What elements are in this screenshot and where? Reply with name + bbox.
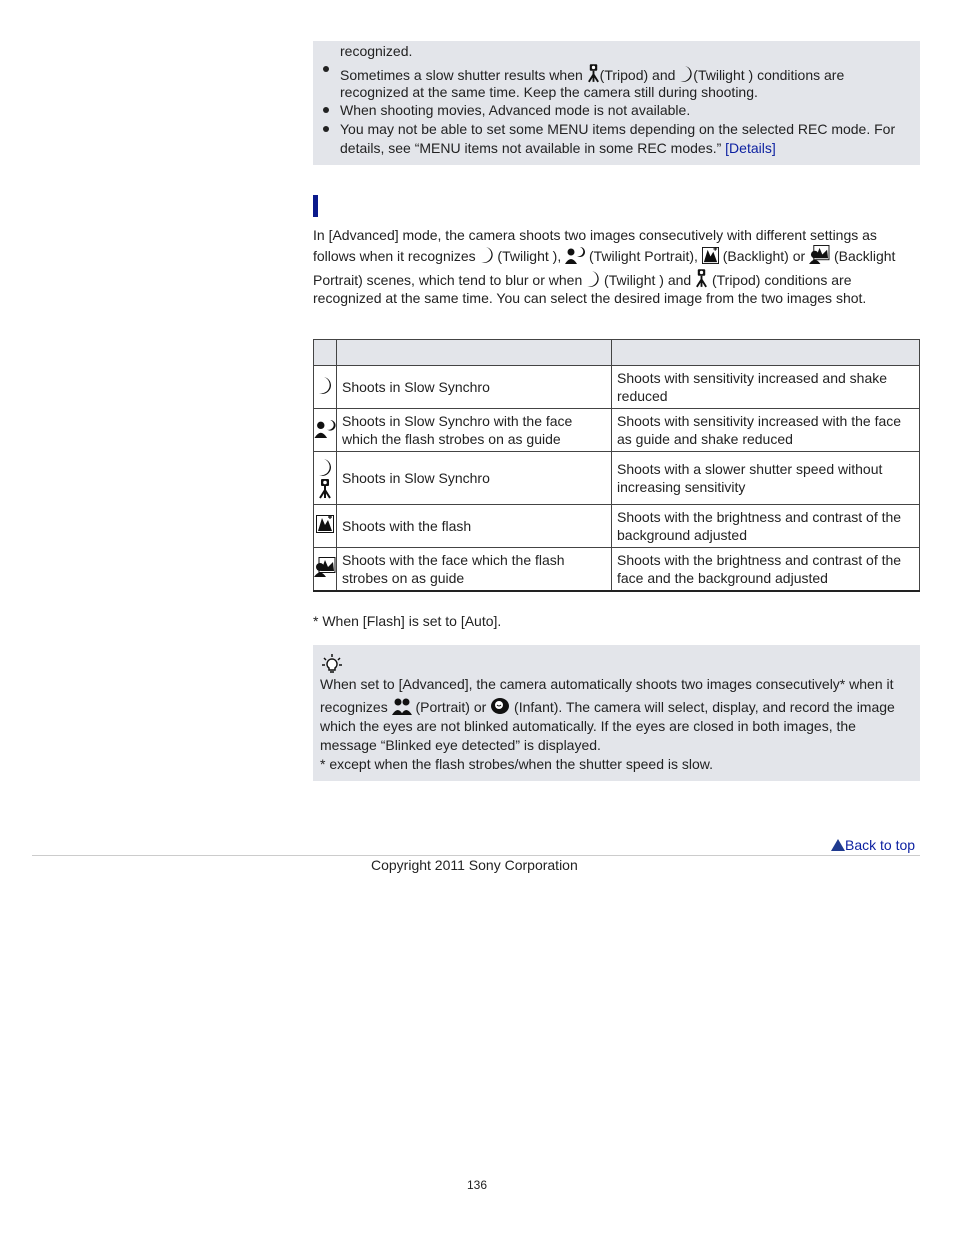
backlight-icon <box>316 515 334 533</box>
first-image-cell: Shoots with the face which the flash strobes on as guide <box>337 548 612 591</box>
twilight-tripod-icon <box>314 458 336 499</box>
backlight-icon <box>702 247 719 264</box>
back-to-top-label: Back to top <box>845 837 916 853</box>
notes-box <box>313 41 920 165</box>
second-image-cell: Shoots with sensitivity increased with the face as guide and shake reduced <box>612 409 920 452</box>
details-link[interactable]: [Details] <box>725 140 776 156</box>
intro-text: (Twilight Portrait), <box>585 248 702 264</box>
table-row <box>314 366 920 409</box>
second-image-cell: Shoots with the brightness and contrast of the background adjusted <box>612 505 920 548</box>
icon-cell <box>314 452 337 505</box>
copyright-text: Copyright 2011 Sony Corporation <box>371 857 578 873</box>
first-image-cell: Shoots in Slow Synchro <box>337 452 612 505</box>
twilight-icon <box>480 246 494 264</box>
icon-cell <box>314 366 337 409</box>
twilight-icon <box>586 270 600 288</box>
hint-text: recognizes <box>320 699 392 715</box>
intro-text: follows when it recognizes <box>313 248 480 264</box>
tripod-icon <box>318 479 332 499</box>
lightbulb-hint-icon <box>322 654 342 674</box>
tripod-icon <box>695 269 708 288</box>
section-heading-marker <box>313 195 318 217</box>
bullet-dot <box>323 66 329 72</box>
intro-text: (Backlight) or <box>718 248 810 264</box>
hint-box <box>313 645 920 781</box>
backlight-portrait-icon <box>314 557 336 577</box>
header-cell <box>314 340 337 366</box>
intro-line-3 <box>313 269 852 289</box>
up-triangle-icon <box>831 839 845 851</box>
note-text: (Twilight ) conditions are <box>693 67 845 83</box>
note-text: details, see “MENU items not available in some REC modes.” <box>340 140 726 156</box>
flash-footnote: * When [Flash] is set to [Auto]. <box>313 613 502 629</box>
hint-line-1: When set to [Advanced], the camera automatically shoots two images consecutively* when it <box>320 676 894 692</box>
icon-cell <box>314 409 337 452</box>
second-image-cell: Shoots with sensitivity increased and shake reduced <box>612 366 920 409</box>
table-row <box>314 548 920 591</box>
icon-cell <box>314 548 337 591</box>
intro-line-1: In [Advanced] mode, the camera shoots two images consecutively with different settings as <box>313 227 877 243</box>
intro-text: Portrait) scenes, which tend to blur or when <box>313 272 587 288</box>
table-row <box>314 409 920 452</box>
hint-line-4: message “Blinked eye detected” is displayed. <box>320 737 601 753</box>
twilight-portrait-icon <box>565 246 585 264</box>
note-text: Sometimes a slow shutter results when <box>340 67 587 83</box>
second-image-cell: Shoots with a slower shutter speed without increasing sensitivity <box>612 452 920 505</box>
intro-text: (Tripod) conditions are <box>708 272 852 288</box>
note-bullet-3-line2 <box>340 139 776 157</box>
twilight-icon <box>679 65 693 83</box>
back-to-top-link[interactable] <box>831 836 915 854</box>
note-bullet-1-line2: recognized at the same time. Keep the camera still during shooting. <box>340 84 758 100</box>
hint-line-5: * except when the flash strobes/when the shutter speed is slow. <box>320 756 714 772</box>
bullet-dot <box>323 126 329 132</box>
note-bullet-1 <box>340 64 844 84</box>
first-image-cell: Shoots in Slow Synchro with the face which the flash strobes on as guide <box>337 409 612 452</box>
note-bullet-2: When shooting movies, Advanced mode is not available. <box>340 102 691 118</box>
hint-line-2 <box>320 697 895 716</box>
page-number: 136 <box>466 1178 488 1192</box>
intro-text: (Twilight ), <box>493 248 566 264</box>
header-cell <box>612 340 920 366</box>
backlight-portrait-icon <box>809 245 830 264</box>
hint-line-3: which the eyes are not blinked automatically. If the eyes are closed in both images, the <box>320 718 856 734</box>
bullet-dot <box>323 107 329 113</box>
note-text: (Tripod) and <box>599 67 680 83</box>
first-image-cell: Shoots in Slow Synchro <box>337 366 612 409</box>
twilight-icon <box>317 458 333 477</box>
table-row <box>314 505 920 548</box>
intro-line-4: recognized at the same time. You can select the desired image from the two images shot. <box>313 290 867 306</box>
second-image-cell: Shoots with the brightness and contrast of the face and the background adjusted <box>612 548 920 591</box>
table-row <box>314 452 920 505</box>
hint-text: (Infant). The camera will select, display, and record the image <box>510 699 895 715</box>
infant-icon <box>490 697 510 715</box>
note-bullet-3: You may not be able to set some MENU items depending on the selected REC mode. For <box>340 121 896 137</box>
intro-text: (Backlight <box>830 248 896 264</box>
tripod-icon <box>587 64 600 83</box>
icon-cell <box>314 505 337 548</box>
hint-text: (Portrait) or <box>411 699 491 715</box>
advanced-mode-table <box>313 339 920 592</box>
intro-text: (Twilight ) and <box>600 272 696 288</box>
twilight-portrait-icon <box>314 419 336 438</box>
portrait-icon <box>392 697 412 715</box>
table-header-row <box>314 340 920 366</box>
header-cell <box>337 340 612 366</box>
notes-continuation: recognized. <box>340 43 413 59</box>
twilight-icon <box>317 376 333 395</box>
first-image-cell: Shoots with the flash <box>337 505 612 548</box>
intro-line-2 <box>313 245 895 265</box>
